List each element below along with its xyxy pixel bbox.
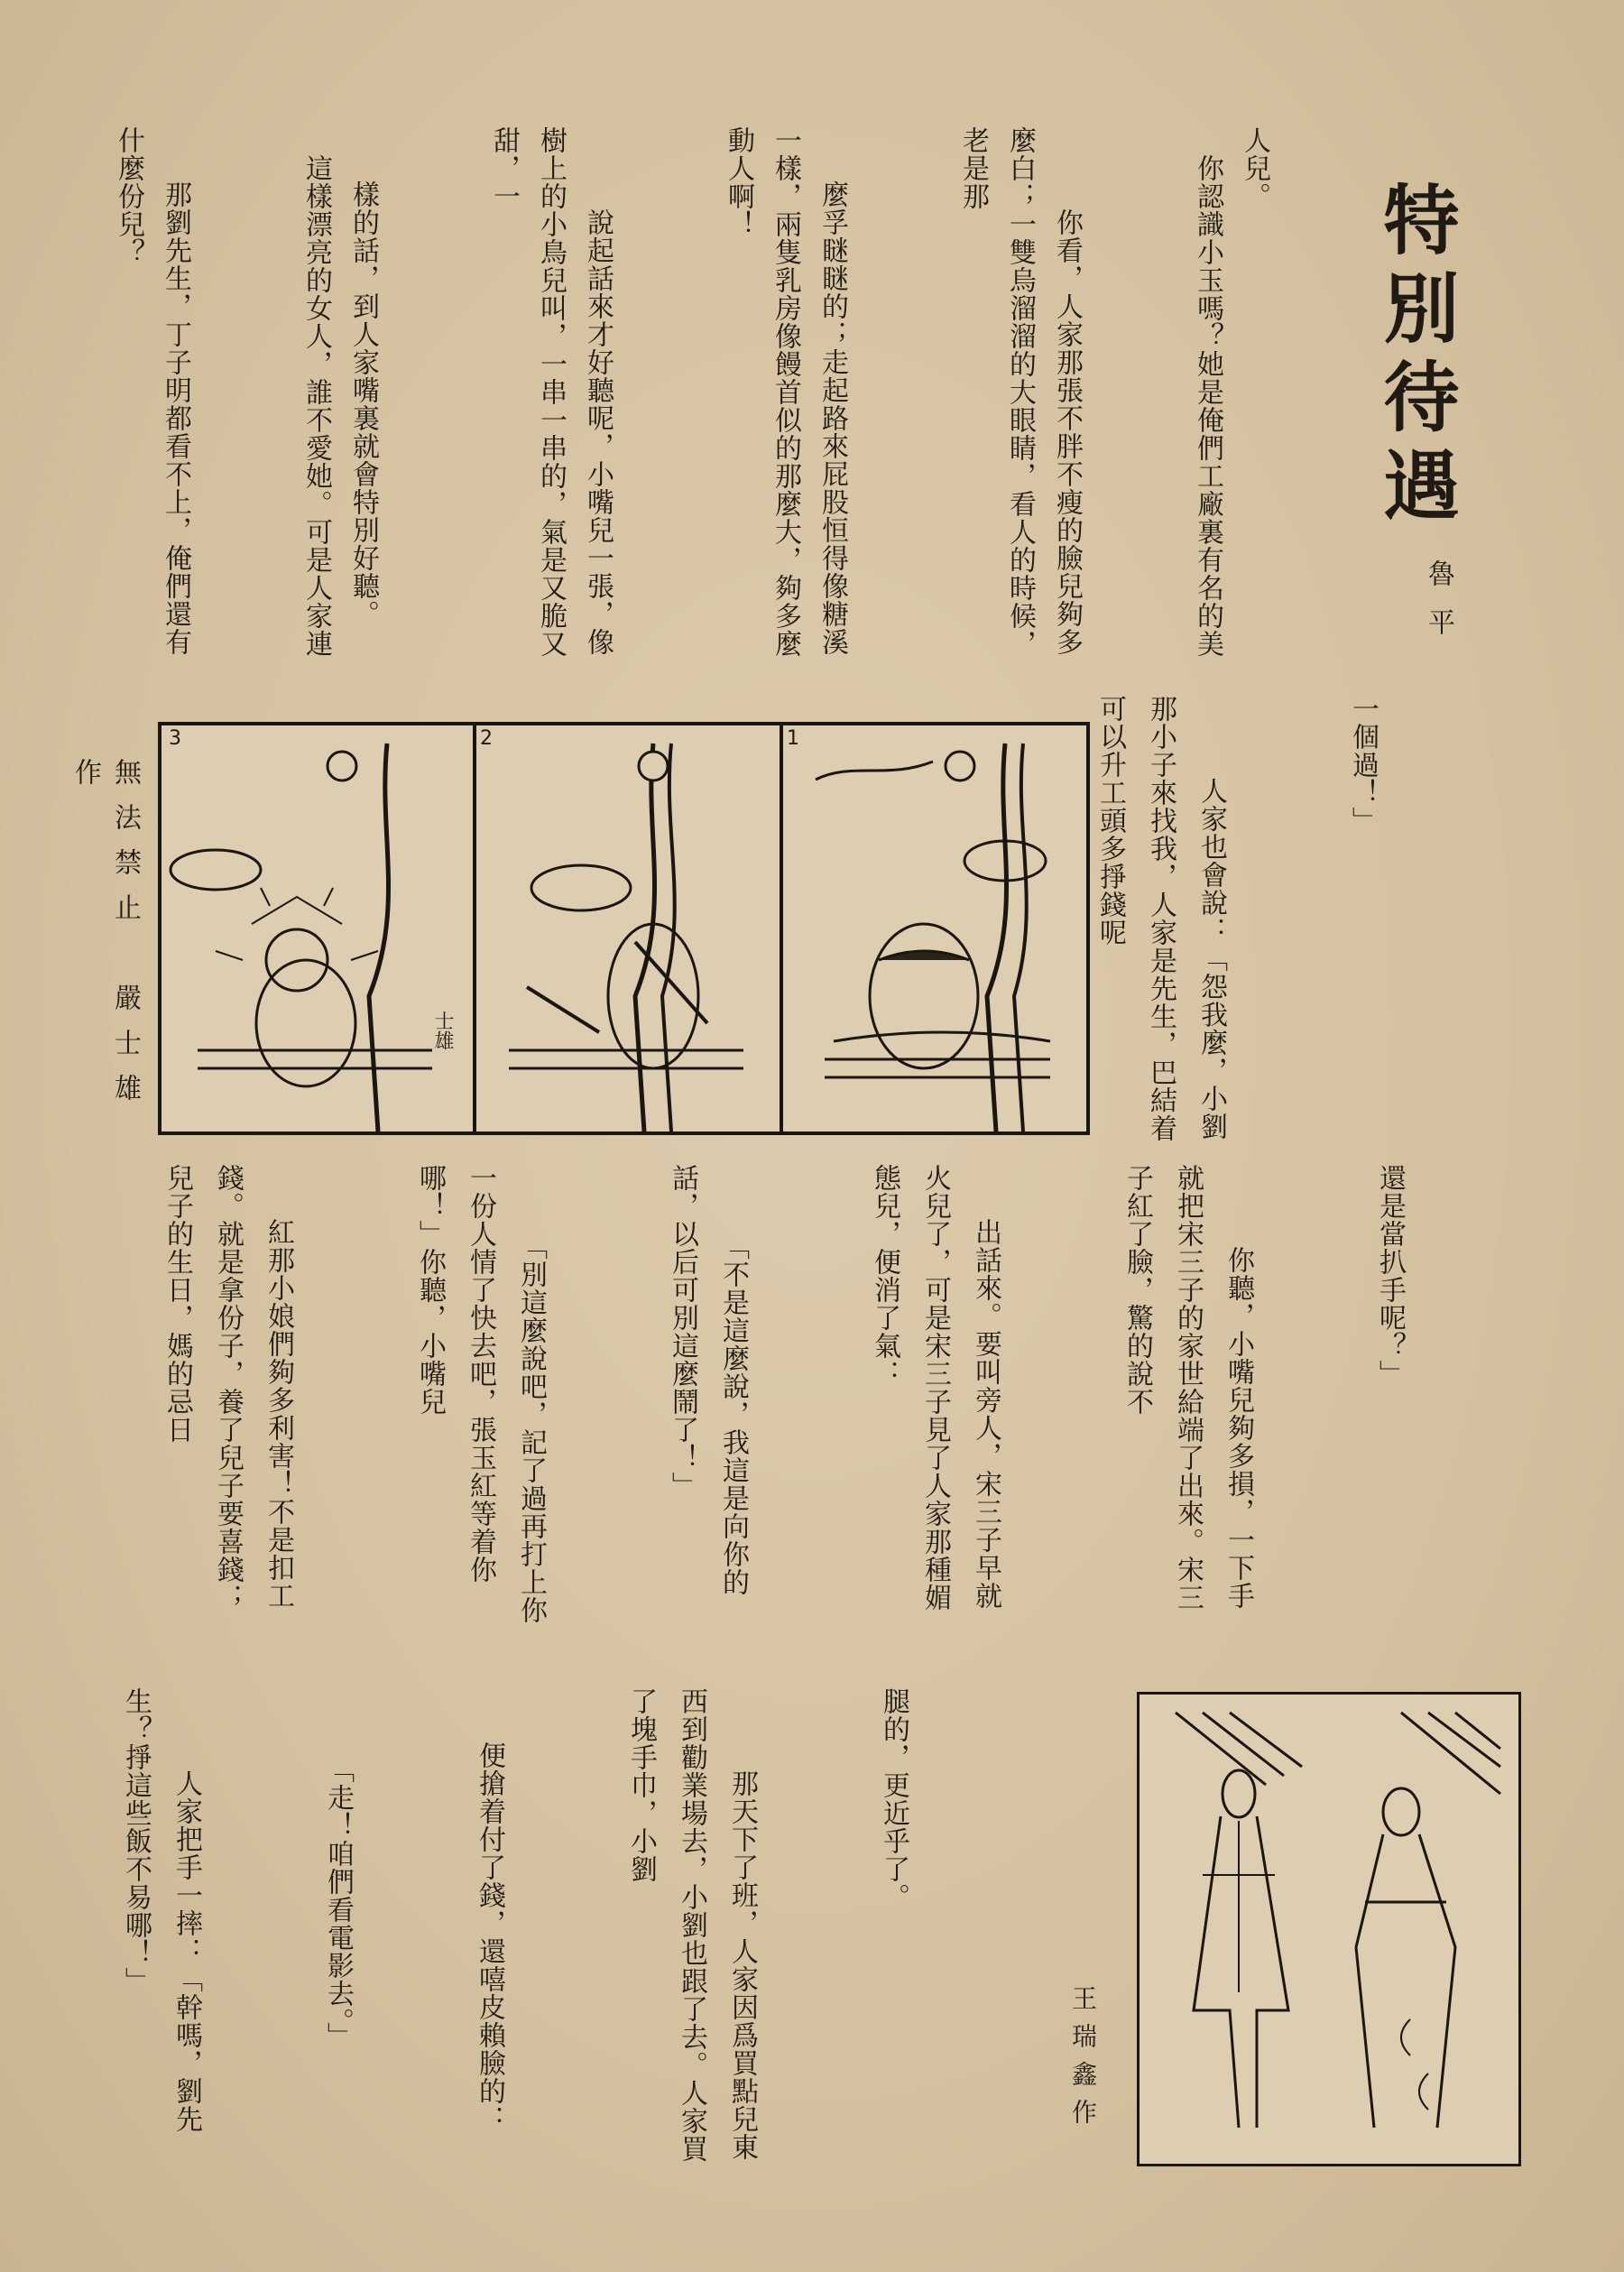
panel-number: 1 xyxy=(787,727,799,750)
article-title: 特別待遇 xyxy=(1371,180,1461,534)
paragraph: 出話來。要叫旁人，宋三子早就火兒了，可是宋三子見了人家那種媚態兒，便消了氣： xyxy=(869,1164,1001,1612)
comic-drawing xyxy=(473,725,780,1131)
paragraph: 便搶着付了錢，還嘻皮賴臉的： xyxy=(474,1741,505,2133)
comic-panel-2 xyxy=(469,722,783,1135)
comic-drawing xyxy=(780,725,1086,1131)
paragraph: 「走！咱們看電影去。」 xyxy=(322,1741,354,2050)
article-body-bottom xyxy=(108,1164,1516,1633)
article-body-bottom-left xyxy=(108,1687,1020,2166)
panel-number: 3 xyxy=(169,727,181,750)
paragraph: 一個過！」 xyxy=(1347,695,1379,835)
paragraph: 人家也會說：「怨我麼，小劉那小子來找我，人家是先生，巴結着可以升工頭多掙錢呢 xyxy=(1094,695,1227,1142)
article-body-right-mid xyxy=(1092,695,1489,1146)
article-body-top xyxy=(108,126,1371,668)
paragraph: 那劉先生，丁子明都看不上，俺們還有什麼份兒？ xyxy=(113,126,191,656)
caption-line xyxy=(1047,1696,1049,2093)
paragraph: 「不是這麼說，我這是向你的話，以后可別這麼鬧了！」 xyxy=(667,1164,749,1596)
paragraph: 「別這麼說吧，記了過再打上你一份人情了快去吧，張玉紅等着你哪！」你聽，小嘴兒 xyxy=(414,1164,547,1624)
paragraph: 腿的，更近乎了。 xyxy=(878,1687,909,1911)
comic-panel-3 xyxy=(158,722,476,1135)
paragraph: 人兒。 你認識小玉嗎？她是俺們工廠裏有名的美 xyxy=(1192,126,1270,658)
paragraph: 那天下了班，人家因爲買點兒東西到勸業場去，小劉也跟了去。人家買了塊手巾，小劉 xyxy=(625,1687,758,2163)
paragraph: 麼孚瞇瞇的；走起路來屁股恒得像糖溪一樣，兩隻乳房像饅首似的那麼大，夠多麼動人啊！ xyxy=(723,126,848,658)
comic-panel-1 xyxy=(776,722,1090,1135)
illustration-drawing xyxy=(1140,1695,1518,2164)
paragraph: 人家把手一摔：「幹嗎，劉先生？掙這些飯不易哪！」 xyxy=(120,1687,202,2133)
article-author: 魯平 xyxy=(1423,559,1454,657)
panel-number: 2 xyxy=(480,727,493,750)
paragraph: 你聽，小嘴兒夠多損，一下手就把宋三子的家世給端了出來。宋三子紅了臉，驚的說不 xyxy=(1121,1164,1254,1612)
paragraph: 你看，人家那張不胖不瘦的臉兒夠多麼白；一雙烏溜溜的大眼睛，看人的時候，老是那 xyxy=(957,126,1083,658)
comic-drawing xyxy=(161,725,473,1131)
paragraph: 還是當扒手呢？」 xyxy=(1374,1164,1406,1388)
paragraph: 說起話來才好聽呢，小嘴兒一張，像樹上的小鳥兒叫，一串一串的，氣是又脆又甜，一 xyxy=(488,126,614,658)
illustration-credit: 王瑞鑫作 xyxy=(1068,1985,1098,2137)
paragraph: 紅那小娘們夠多利害！不是扣工錢。就是拿份子，養了兒子要喜錢；兒子的生日，媽的忌日 xyxy=(161,1164,294,1612)
paragraph: 樣的話，到人家嘴裏就會特別好聽。 這樣漂亮的女人，誰不愛她。可是人家連 xyxy=(300,154,379,658)
comic-signature: 士雄 xyxy=(431,1011,454,1050)
comic-credit: 無法禁止 嚴士雄作 xyxy=(69,758,141,1119)
couple-illustration xyxy=(1137,1692,1521,2166)
